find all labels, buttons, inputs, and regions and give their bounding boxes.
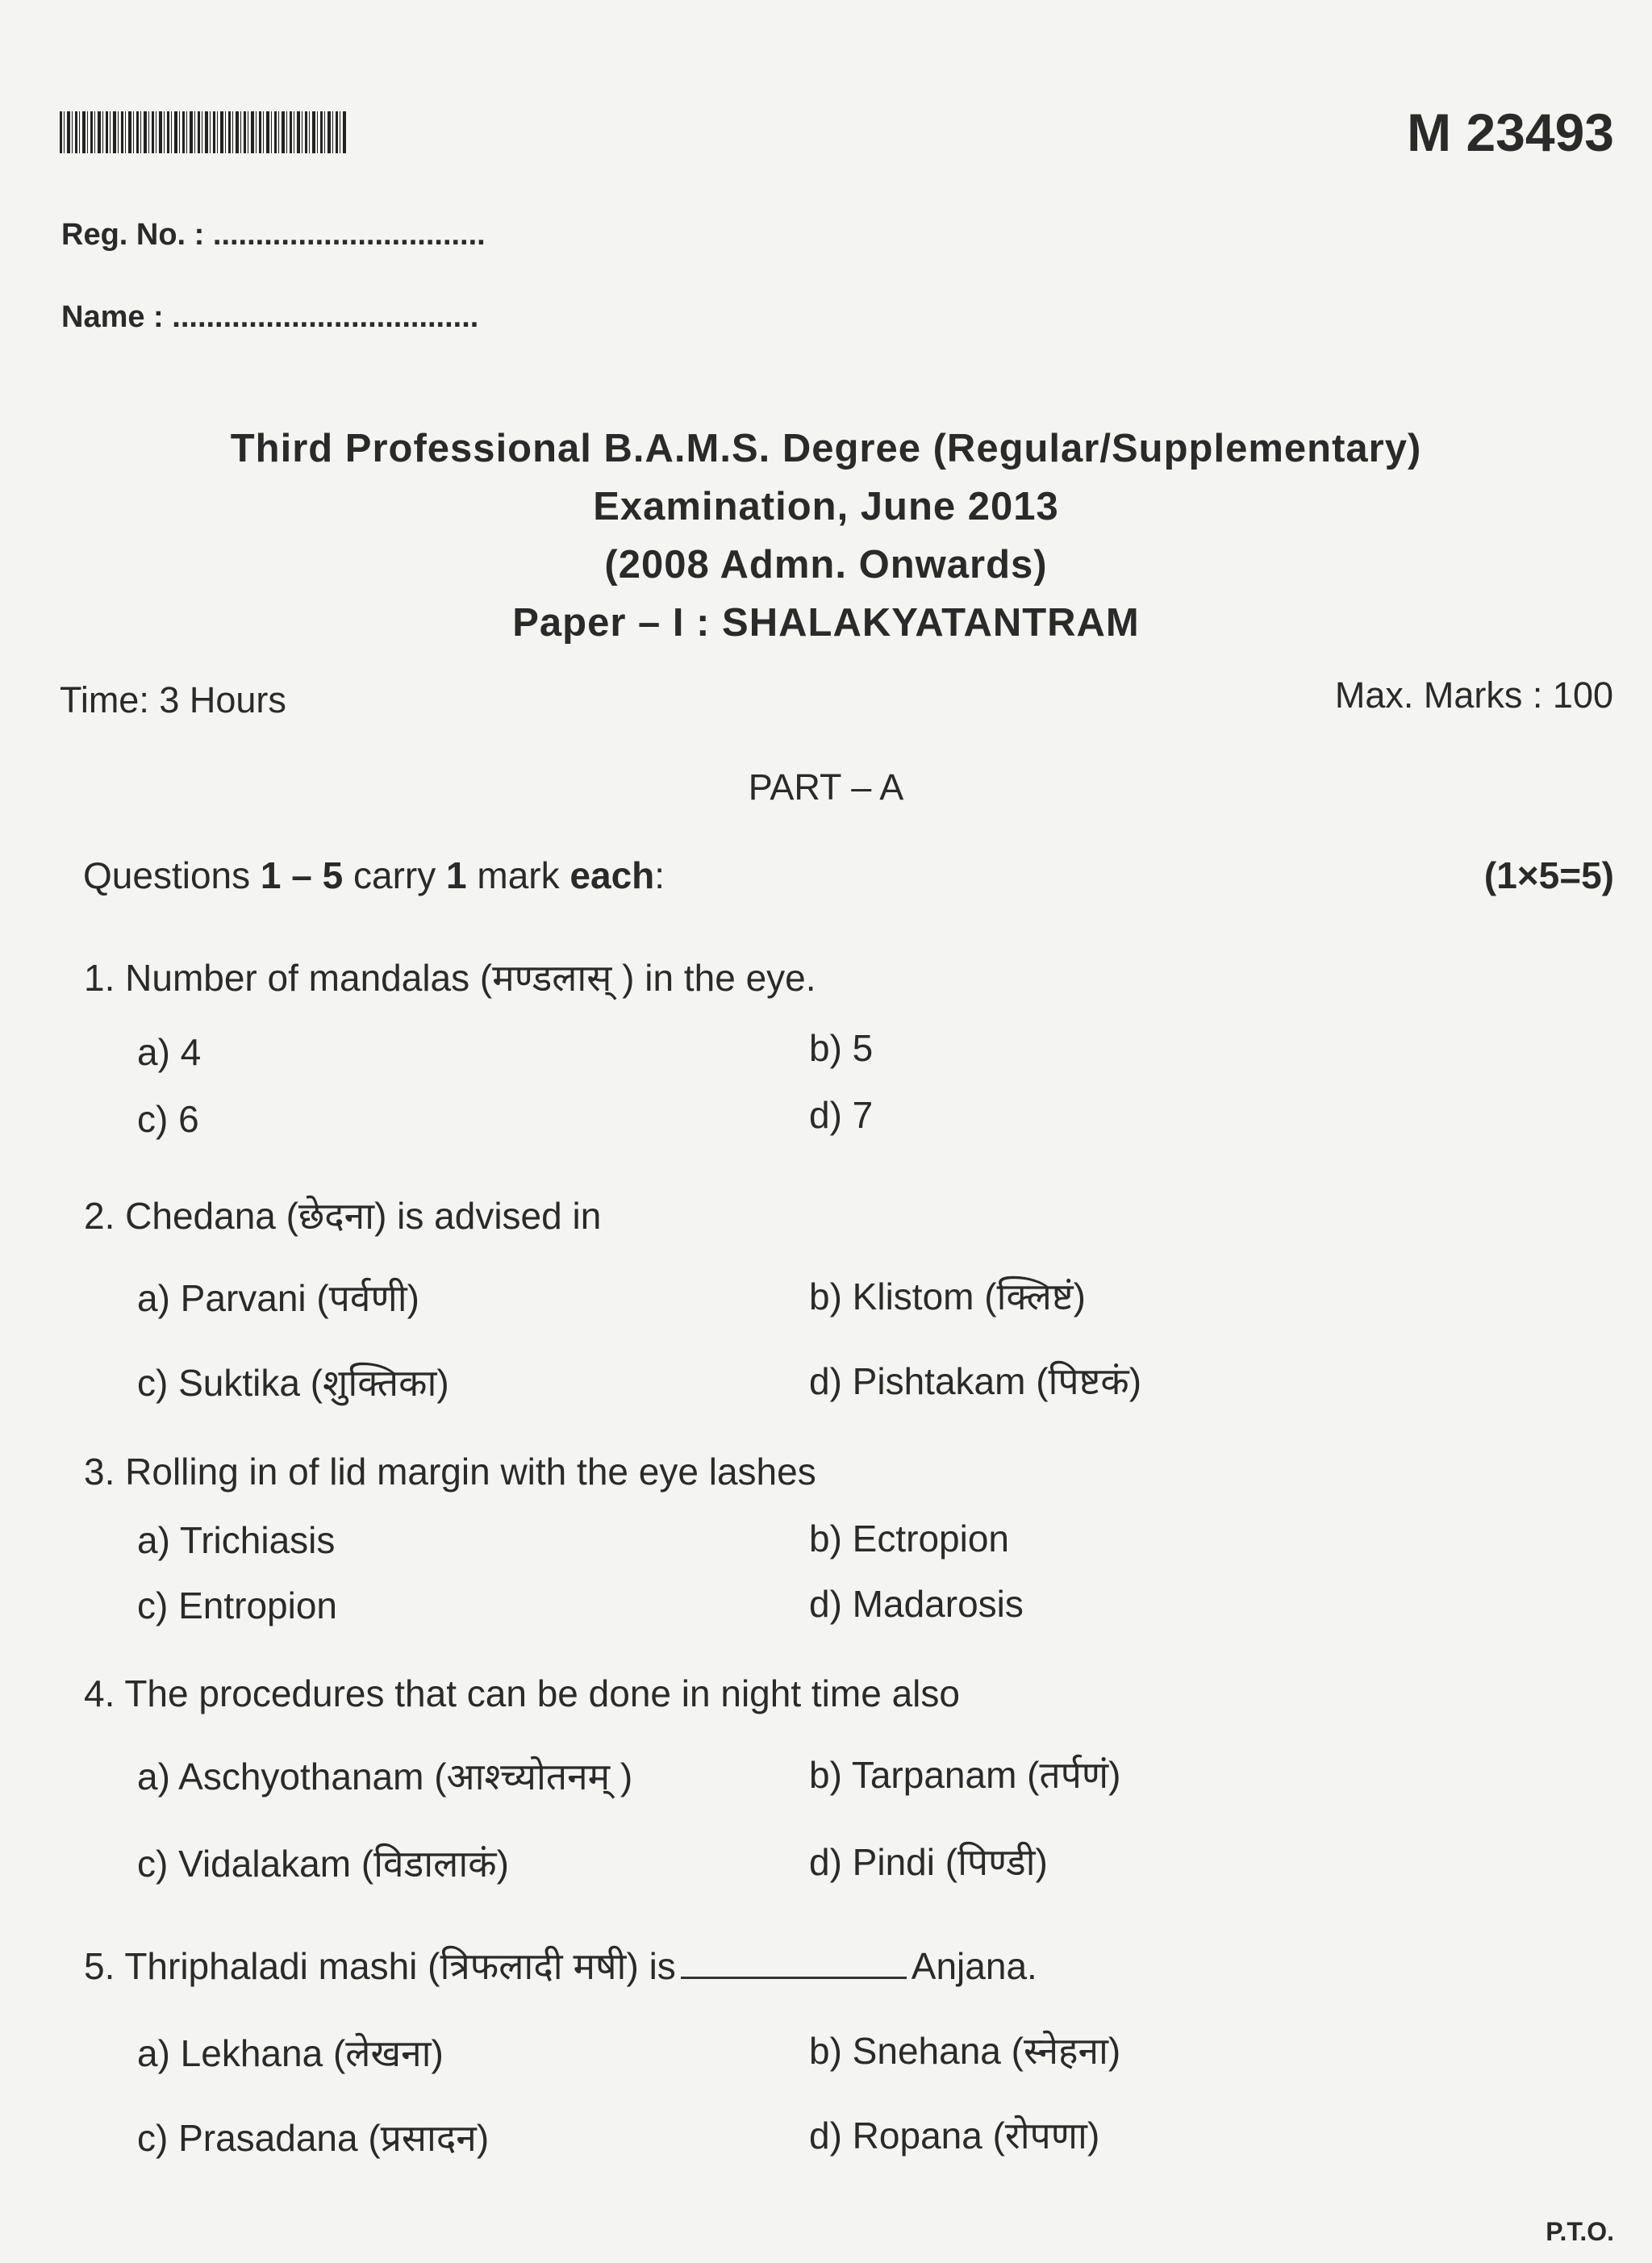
title-line-3: (2008 Admn. Onwards) bbox=[604, 543, 1048, 587]
exam-title bbox=[0, 420, 1652, 652]
question-3: 3. Rolling in of lid margin with the eye lashes bbox=[84, 1451, 816, 1493]
pto-note: P.T.O. bbox=[1546, 2217, 1614, 2246]
question-4: 4. The procedures that can be done in night time also bbox=[84, 1672, 960, 1714]
instruction: Questions 1 – 5 carry 1 mark each: bbox=[83, 854, 665, 896]
q2-option-c: c) Suktika (शुक्तिका) bbox=[137, 1362, 449, 1404]
q3-option-b: b) Ectropion bbox=[809, 1518, 1010, 1559]
question-5: 5. Thriphaladi mashi (त्रिफलादी मषी) is Anjana. bbox=[84, 1945, 1037, 1987]
q5-option-c: c) Prasadana (प्रसादन) bbox=[137, 2117, 490, 2159]
reg-no-field: Reg. No. : ................................ bbox=[61, 218, 486, 252]
title-line-2: Examination, June 2013 bbox=[593, 485, 1059, 528]
answer-blank bbox=[681, 1944, 907, 1979]
title-line-1: Third Professional B.A.M.S. Degree (Regular/Supplementary) bbox=[230, 427, 1422, 470]
time-allowed: Time: 3 Hours bbox=[60, 679, 286, 720]
q5-option-d: d) Ropana (रोपणा) bbox=[809, 2115, 1100, 2157]
q2-option-a: a) Parvani (पर्वणी) bbox=[137, 1277, 419, 1319]
q5-option-b: b) Snehana (स्नेहना) bbox=[809, 2030, 1121, 2072]
q1-option-d: d) 7 bbox=[809, 1094, 874, 1136]
q1-option-a: a) 4 bbox=[137, 1031, 202, 1073]
name-field: Name : .................................... bbox=[61, 300, 479, 334]
part-heading: PART – A bbox=[748, 766, 904, 808]
question-1: 1. Number of mandalas (मण्डलास् ) in the eye. bbox=[84, 957, 816, 999]
q2-option-b: b) Klistom (क्लिष्टं) bbox=[809, 1276, 1086, 1317]
q4-option-c: c) Vidalakam (विडालाकं) bbox=[137, 1843, 509, 1885]
question-2: 2. Chedana (छेदना) is advised in bbox=[84, 1195, 602, 1237]
q3-option-a: a) Trichiasis bbox=[137, 1519, 336, 1561]
q3-option-d: d) Madarosis bbox=[809, 1583, 1024, 1625]
q3-option-c: c) Entropion bbox=[137, 1585, 338, 1626]
q4-option-a: a) Aschyothanam (आश्च्योतनम् ) bbox=[137, 1756, 633, 1797]
q1-option-c: c) 6 bbox=[137, 1098, 199, 1140]
q4-option-b: b) Tarpanam (तर्पणं) bbox=[809, 1754, 1121, 1796]
q2-option-d: d) Pishtakam (पिष्टकं) bbox=[809, 1360, 1142, 1402]
q4-option-d: d) Pindi (पिण्डी) bbox=[809, 1841, 1048, 1883]
paper-code: M 23493 bbox=[1407, 102, 1614, 162]
barcode-icon bbox=[60, 111, 346, 153]
q1-option-b: b) 5 bbox=[809, 1027, 874, 1069]
max-marks: Max. Marks : 100 bbox=[1334, 674, 1613, 716]
title-line-4: Paper – I : SHALAKYATANTRAM bbox=[512, 601, 1140, 645]
q5-option-a: a) Lekhana (लेखना) bbox=[137, 2032, 444, 2074]
instruction-marks: (1×5=5) bbox=[1483, 854, 1614, 896]
